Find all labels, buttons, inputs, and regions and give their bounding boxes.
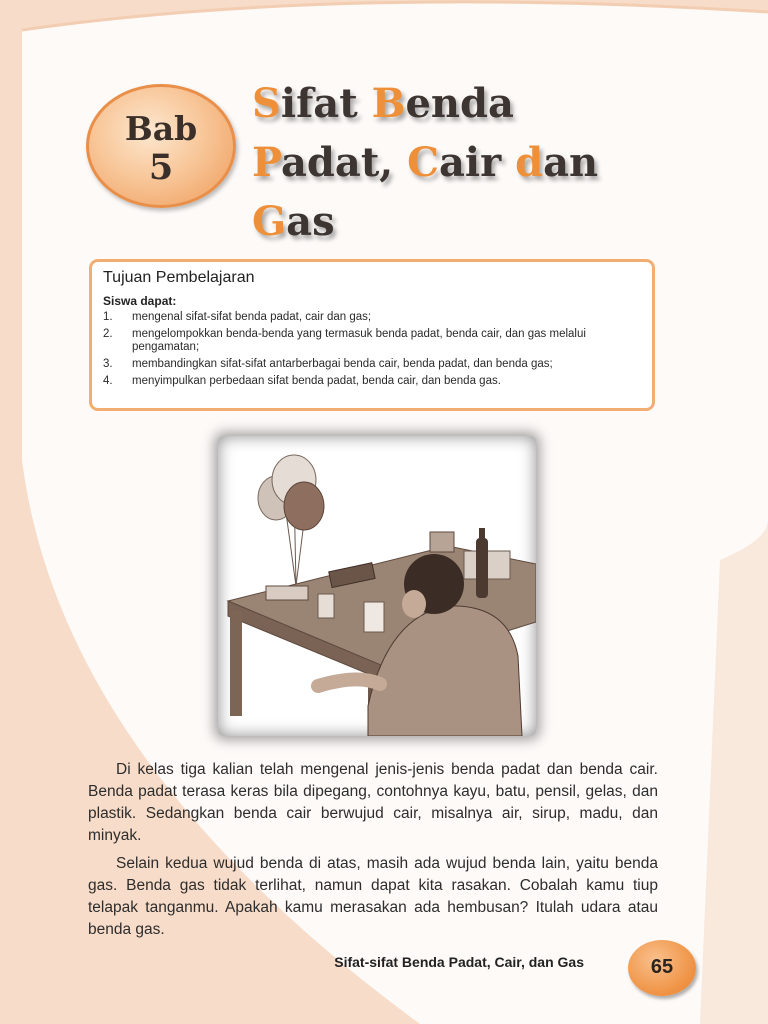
title-word-rest: ifat bbox=[280, 80, 372, 127]
illustration-drawing bbox=[218, 436, 536, 736]
page-number: 65 bbox=[650, 956, 674, 978]
objective-item bbox=[103, 311, 640, 324]
objectives-list bbox=[103, 311, 640, 388]
objective-text: mengenal sifat-sifat benda padat, cair dan gas; bbox=[132, 311, 372, 323]
objective-text: mengelompokkan benda-benda yang termasuk benda padat, benda cair, dan gas melalui pengamatan; bbox=[132, 328, 586, 353]
boy-at-table-illustration bbox=[218, 436, 536, 736]
title-word-rest: enda bbox=[405, 80, 514, 127]
objective-number: 4. bbox=[103, 375, 113, 387]
objective-text: membandingkan sifat-sifat antarberbagai benda cair, benda padat, dan benda gas; bbox=[132, 358, 553, 370]
title-initial: B bbox=[371, 80, 406, 127]
body-paragraph: Di kelas tiga kalian telah mengenal jenis-jenis benda padat dan benda cair. Benda padat terasa keras bila dipegang, contohnya kayu, batu, pensil, gelas, dan plastik. Sedangkan benda cair berwujud cair, misalnya air, sirup, madu, dan minyak. bbox=[88, 761, 658, 844]
objectives-subheading: Siswa dapat: bbox=[103, 294, 177, 308]
title-word-rest: air bbox=[439, 139, 516, 186]
body-paragraph: Selain kedua wujud benda di atas, masih ada wujud benda lain, yaitu benda gas. Benda gas tidak terlihat, namun dapat kita rasakan. Cobalah kamu tiup telapak tanganmu. Apakah kamu merasakan ada hembusan? Itulah udara atau benda gas. bbox=[88, 855, 658, 938]
objective-item bbox=[103, 328, 640, 354]
title-word-rest: an bbox=[543, 139, 599, 186]
chapter-number: 5 bbox=[148, 147, 174, 188]
objectives-heading: Tujuan Pembelajaran bbox=[103, 269, 255, 286]
chapter-title-line bbox=[252, 133, 722, 192]
chapter-title-line bbox=[252, 74, 722, 133]
title-initial: S bbox=[252, 80, 281, 127]
title-initial: C bbox=[407, 139, 439, 186]
title-initial: d bbox=[515, 139, 544, 186]
title-word-rest: as bbox=[286, 198, 335, 245]
objective-item bbox=[103, 358, 640, 371]
body-text bbox=[88, 759, 658, 947]
objective-item bbox=[103, 375, 640, 388]
chapter-title bbox=[252, 74, 722, 251]
balloons bbox=[258, 455, 324, 586]
running-footer-title: Sifat-sifat Benda Padat, Cair, dan Gas bbox=[334, 954, 584, 970]
chapter-label: Bab bbox=[124, 109, 198, 148]
objective-text: menyimpulkan perbedaan sifat benda padat, benda cair, dan benda gas. bbox=[132, 375, 501, 387]
chapter-badge bbox=[86, 84, 236, 208]
title-initial: G bbox=[252, 198, 287, 245]
chapter-title-line bbox=[252, 192, 722, 251]
objective-number: 1. bbox=[103, 311, 113, 323]
title-initial: P bbox=[252, 139, 282, 186]
page-number-badge bbox=[628, 940, 696, 996]
title-word-rest: adat, bbox=[281, 139, 408, 186]
objective-number: 3. bbox=[103, 358, 113, 370]
learning-objectives-box bbox=[89, 259, 655, 411]
objective-number: 2. bbox=[103, 328, 113, 340]
